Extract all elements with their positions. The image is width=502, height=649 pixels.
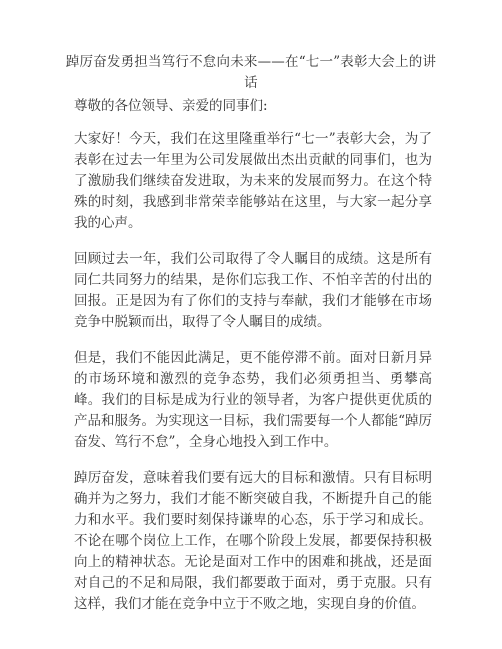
paragraph-review: 回顾过去一年，我们公司取得了令人瞩目的成绩。这是所有同仁共同努力的结果，是你们忘我工作、不怕辛苦的付出的回报。正是因为有了你们的支持与奉献，我们才能够在市场竞争中脱颖而出，取得了令人瞩目的成绩。 xyxy=(74,251,432,330)
paragraph-challenge: 但是，我们不能因此满足，更不能停滞不前。面对日新月异的市场环境和激烈的竞争态势，我们必须勇担当、勇攀高峰。我们的目标是成为行业的领导者，为客户提供更优质的产品和服务。为实现这一目标，我们需要每一个人都能“踔厉奋发、笃行不怠”，全身心地投入到工作中。 xyxy=(74,350,432,450)
paragraph-striving: 踔厉奋发，意味着我们要有远大的目标和激情。只有目标明确并为之努力，我们才能不断突破自我，不断提升自己的能力和水平。我们要时刻保持谦卑的心态，乐于学习和成长。不论在哪个岗位上工作，在哪个阶段上发展，都要保持积极向上的精神状态。无论是面对工作中的困难和挑战，还是面对自己的不足和局限，我们都要敢于面对，勇于克服。只有这样，我们才能在竞争中立于不败之地，实现自身的价值。 xyxy=(74,470,432,612)
speech-body xyxy=(74,96,432,630)
salutation: 尊敬的各位领导、亲爱的同事们: xyxy=(74,98,268,114)
speech-title: 踔厉奋发勇担当笃行不怠向未来——在“七一”表彰大会上的讲话 xyxy=(65,54,437,91)
paragraph-opening: 大家好！今天，我们在这里隆重举行“七一”表彰大会，为了表彰在过去一年里为公司发展做出杰出贡献的同事们，也为了激励我们继续奋发进取，为未来的发展而努力。在这个特殊的时刻，我感到非常荣幸能够站在这里，与大家一起分享我的心声。 xyxy=(74,131,432,231)
